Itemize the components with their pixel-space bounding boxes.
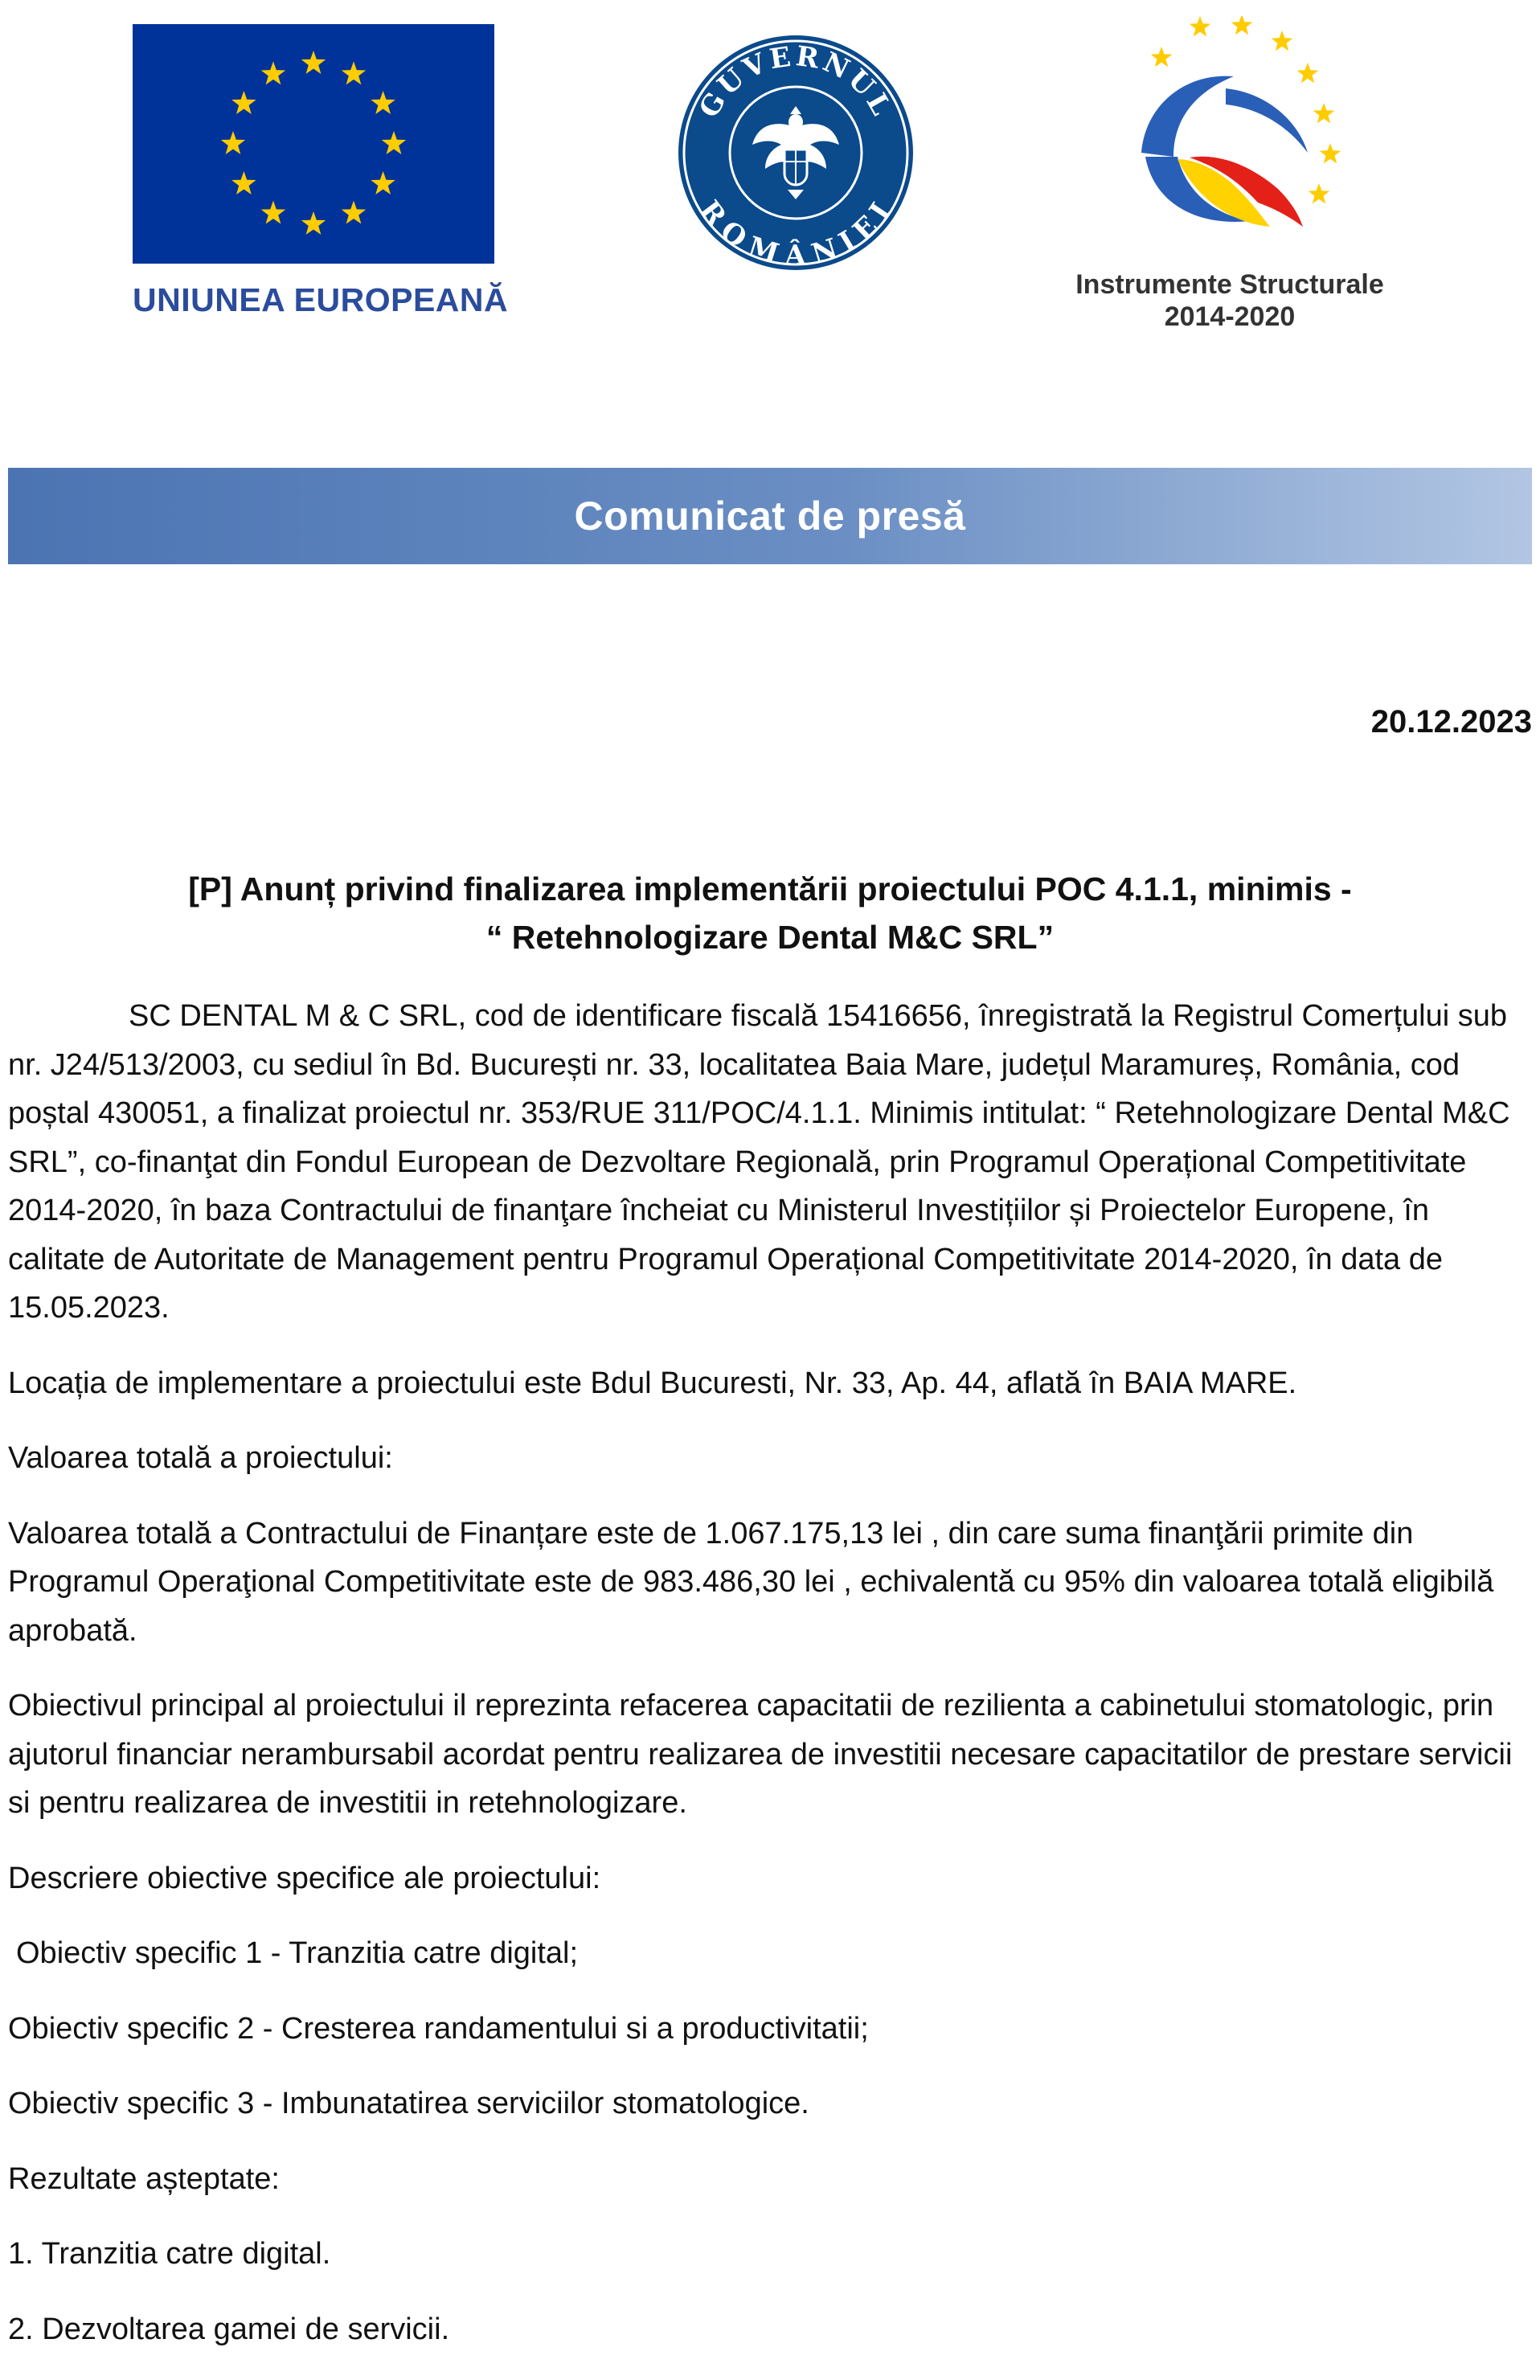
result-1: 1. Tranzitia catre digital. xyxy=(8,2237,331,2271)
press-release-banner xyxy=(8,468,1532,564)
structural-instruments-star-icon xyxy=(1320,143,1341,163)
document-body xyxy=(8,992,1532,2380)
structural-instruments-icon xyxy=(1097,16,1354,273)
structural-instruments-logo xyxy=(1037,16,1423,333)
eu-label: UNIUNEA EUROPEANĂ xyxy=(133,281,509,318)
structural-instruments-label-line2: 2014-2020 xyxy=(1164,301,1296,332)
seal-ring-bottom-text: ROMÂNIEI xyxy=(693,194,899,272)
structural-instruments-star-icon xyxy=(1231,16,1253,35)
document-title-line1: [P] Anunț privind finalizarea implementării proiectului POC 4.1.1, minimis - xyxy=(188,870,1352,907)
seal-ring-top-text: GUVERNUL xyxy=(693,40,899,124)
eu-flag-icon xyxy=(133,24,494,264)
structural-instruments-star-icon xyxy=(1190,16,1211,36)
location-paragraph: Locația de implementare a proiectului este Bdul Bucuresti, Nr. 33, Ap. 44, aflată în BAIA MARE. xyxy=(8,1366,1297,1400)
structural-instruments-star-icon xyxy=(1297,63,1319,83)
structural-instruments-label-line1: Instrumente Structurale xyxy=(1075,269,1384,300)
eu-logo xyxy=(133,24,509,319)
specific-objective-3: Obiectiv specific 3 - Imbunatatirea serviciilor stomatologice. xyxy=(8,2087,809,2120)
structural-instruments-star-icon xyxy=(1309,183,1330,203)
value-paragraph: Valoarea totală a Contractului de Finanțare este de 1.067.175,13 lei , din care suma finanţării primite din Programul Operaţional Competitivitate este de 983.486,30 lei , echivalentă cu 95% din valoarea totală eligibilă aprobată. xyxy=(8,1516,1494,1648)
specific-objective-2: Obiectiv specific 2 - Cresterea randamentului si a productivitatii; xyxy=(8,2011,869,2046)
government-seal-icon xyxy=(675,32,916,273)
intro-paragraph: SC DENTAL M & C SRL, cod de identificare fiscală 15416656, înregistrată la Registrul Comerțului sub nr. J24/513/2003, cu sediul în Bd. București nr. 33, localitatea Baia Mare, județul Maramureș, România, cod poștal 430051, a finalizat proiectul nr. 353/RUE 311/POC/4.1.1. Minimis intitulat: “ Retehnologizare Dental M&C SRL”, co-finanţat din Fondul European de Dezvoltare Regională, prin Programul Operațional Competitivitate 2014-2020, în baza Contractului de finanţare încheiat cu Ministerul Investițiilor și Proiectelor Europene, în calitate de Autoritate de Management pentru Programul Operațional Competitivitate 2014-2020, în data de 15.05.2023. xyxy=(8,999,1510,1325)
document-date: 20.12.2023 xyxy=(1370,704,1532,739)
government-seal-logo xyxy=(675,32,916,273)
result-2: 2. Dezvoltarea gamei de servicii. xyxy=(8,2312,450,2346)
document-title xyxy=(0,865,1540,961)
structural-instruments-star-icon xyxy=(1272,31,1293,51)
structural-instruments-star-icon xyxy=(1313,103,1335,123)
banner-title: Comunicat de presă xyxy=(574,494,966,539)
document-title-line2: “ Retehnologizare Dental M&C SRL” xyxy=(485,919,1055,956)
value-heading: Valoarea totală a proiectului: xyxy=(8,1441,393,1475)
structural-instruments-label xyxy=(1037,268,1423,333)
structural-instruments-star-icon xyxy=(1151,47,1173,67)
results-heading: Rezultate așteptate: xyxy=(8,2161,280,2196)
specific-objective-1: Obiectiv specific 1 - Tranzitia catre digital; xyxy=(16,1936,579,1970)
objective-paragraph: Obiectivul principal al proiectului il reprezinta refacerea capacitatii de rezilienta a cabinetului stomatologic, prin ajutorul financiar nerambursabil acordat pentru realizarea de investitii necesare capacitatilor de prestare servicii si pentru realizarea de investitii in retehnologizare. xyxy=(8,1689,1513,1820)
specific-objectives-heading: Descriere obiective specifice ale proiectului: xyxy=(8,1861,601,1895)
